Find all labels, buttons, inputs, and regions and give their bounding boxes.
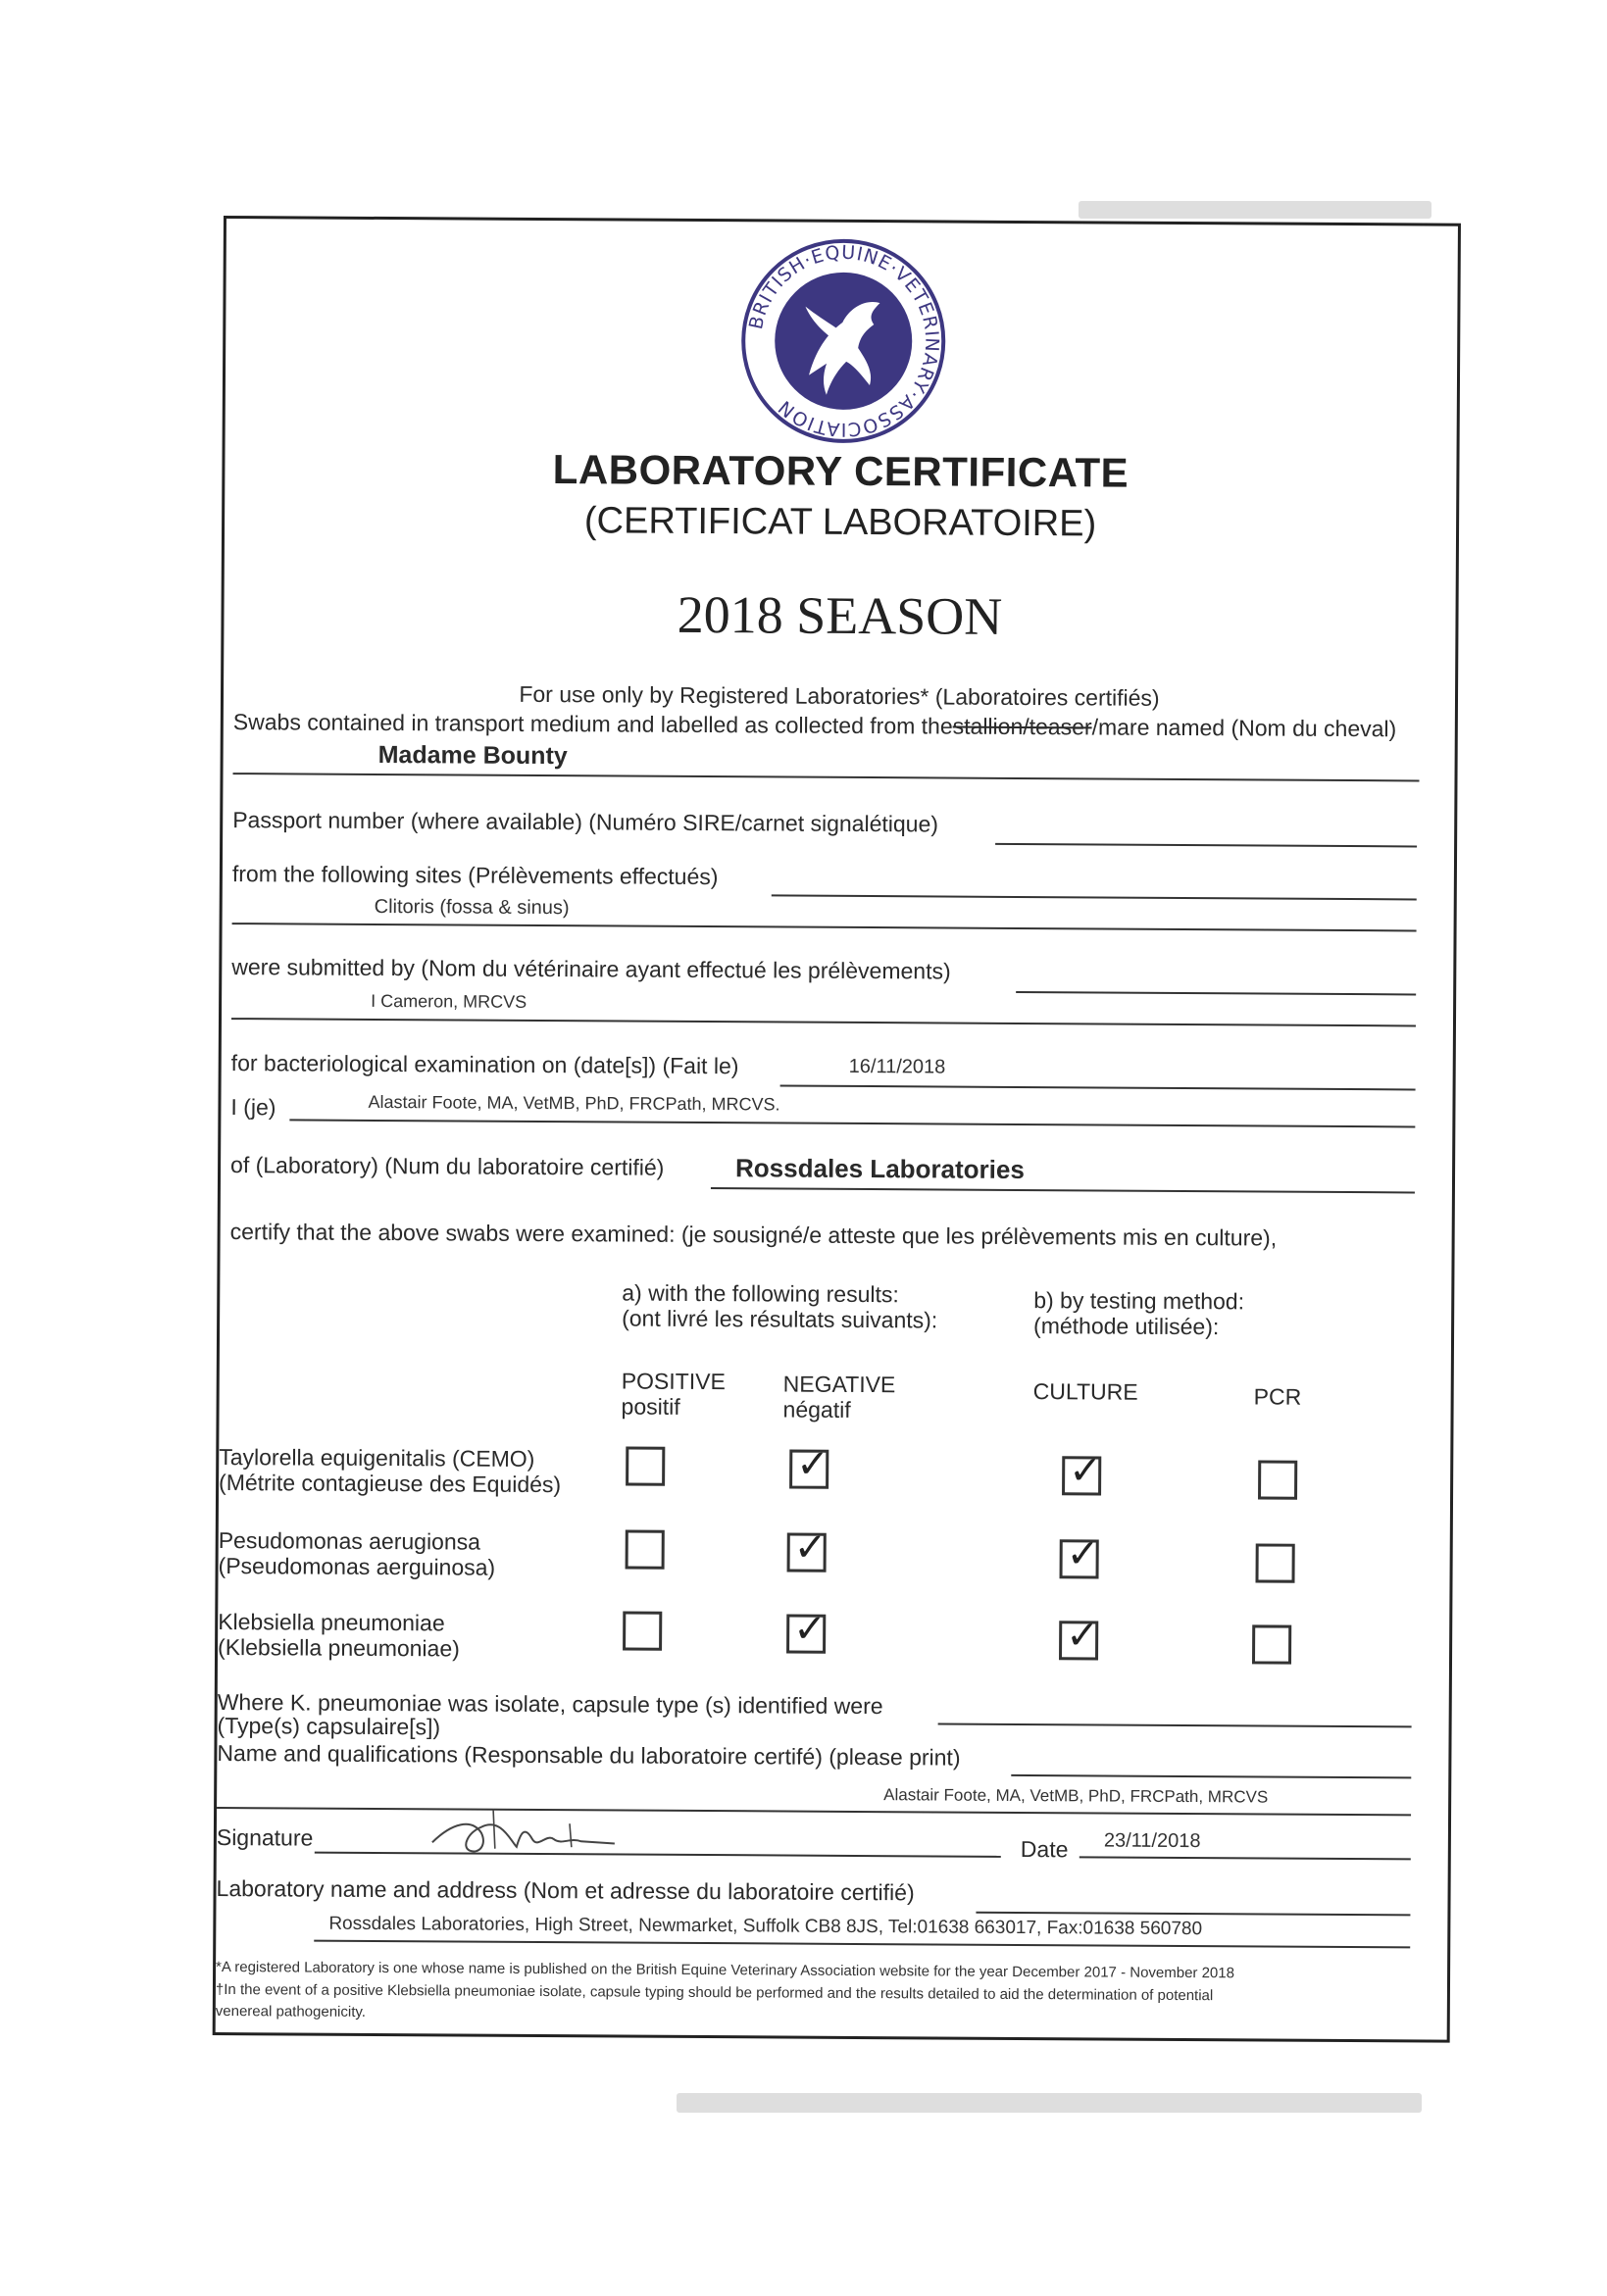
- certify-label: certify that the above swabs were examined: (je sousigné/e atteste que les prélèvements mis en culture),: [229, 1219, 1278, 1251]
- result-2-name-fr: (Klebsiella pneumoniae): [218, 1633, 460, 1662]
- i-je-line: [289, 1119, 1415, 1127]
- result-1-negative-checkbox[interactable]: [787, 1524, 828, 1572]
- result-2-positive-checkbox[interactable]: [623, 1612, 662, 1651]
- submitted-line-2: [231, 1018, 1416, 1026]
- result-0-culture-checkbox[interactable]: [1062, 1448, 1102, 1495]
- scan-noise-bottom: [677, 2093, 1422, 2113]
- result-1-positive-checkbox[interactable]: [626, 1530, 665, 1570]
- horse-name-value: Madame Bounty: [377, 740, 568, 771]
- beva-logo: [740, 237, 947, 444]
- result-1-name: Pesudomonas aerugionsa: [218, 1526, 481, 1555]
- horse-name-line: [233, 773, 1420, 781]
- i-je-value: Alastair Foote, MA, VetMB, PhD, FRCPath, MRCVS.: [368, 1091, 780, 1115]
- result-0-name-fr: (Métrite contagieuse des Equidés): [219, 1469, 562, 1498]
- result-1-name-fr: (Pseudomonas aerguinosa): [218, 1552, 496, 1580]
- swabs-label-struck: stallion/teaser: [952, 713, 1092, 740]
- submitted-value: I Cameron, MRCVS: [371, 990, 527, 1012]
- col-pcr: PCR: [1253, 1383, 1302, 1410]
- signature-line: [315, 1852, 1001, 1858]
- swabs-label-suffix: /mare named (Nom du cheval): [1091, 714, 1397, 742]
- results-a-line2: (ont livré les résultats suivants):: [622, 1305, 938, 1333]
- lab-address-line-2: [314, 1940, 1410, 1949]
- beva-logo-icon: [740, 237, 947, 444]
- certificate: [213, 216, 1461, 2043]
- check-icon: ✓: [1066, 1531, 1100, 1577]
- result-1-pcr-checkbox[interactable]: [1256, 1543, 1295, 1582]
- name-qual-label: Name and qualifications (Responsable du laboratoire certifé) (please print): [217, 1739, 961, 1771]
- result-2-pcr-checkbox[interactable]: [1252, 1624, 1291, 1664]
- col-negatif: négatif: [782, 1396, 851, 1423]
- capsule-label-fr: (Type(s) capsulaire[s]): [217, 1712, 441, 1740]
- col-positif: positif: [621, 1393, 680, 1420]
- result-2-culture-checkbox[interactable]: [1059, 1613, 1099, 1660]
- logo-ring-text: BRITISH·EQUINE·VETERINARY·ASSOCIATION: [745, 241, 943, 440]
- date-value: 23/11/2018: [1103, 1829, 1201, 1853]
- check-icon: ✓: [793, 1524, 828, 1571]
- lab-address-label: Laboratory name and address (Nom et adresse du laboratoire certifié): [216, 1874, 915, 1906]
- lab-address-value: Rossdales Laboratories, High Street, Newmarket, Suffolk CB8 8JS, Tel:01638 663017, Fax:01638 560780: [328, 1913, 1203, 1940]
- name-qual-value: Alastair Foote, MA, VetMB, PhD, FRCPath, MRCVS: [883, 1785, 1269, 1807]
- passport-label: Passport number (where available) (Numéro SIRE/carnet signalétique): [232, 807, 939, 837]
- name-qual-line-1: [1011, 1774, 1411, 1778]
- check-icon: ✓: [1066, 1613, 1099, 1659]
- sites-value: Clitoris (fossa & sinus): [374, 895, 570, 920]
- results-b-line1: b) by testing method:: [1033, 1287, 1245, 1315]
- sites-line-1: [772, 894, 1417, 900]
- signature-label: Signature: [216, 1823, 314, 1851]
- result-0-name: Taylorella equigenitalis (CEMO): [219, 1443, 535, 1472]
- examination-date-value: 16/11/2018: [848, 1055, 946, 1078]
- laboratory-label: of (Laboratory) (Num du laboratoire certifié): [230, 1152, 665, 1180]
- result-2-negative-checkbox[interactable]: [786, 1606, 827, 1654]
- col-positive: POSITIVE: [621, 1368, 726, 1395]
- passport-line: [995, 843, 1417, 848]
- lab-address-line-1: [976, 1912, 1410, 1917]
- capsule-label: Where K. pneumoniae was isolate, capsule type (s) identified were: [217, 1688, 883, 1720]
- result-0-positive-checkbox[interactable]: [626, 1447, 665, 1486]
- date-line: [1080, 1856, 1411, 1860]
- date-label: Date: [1020, 1835, 1069, 1863]
- name-qual-line-2: [217, 1807, 1411, 1816]
- col-culture: CULTURE: [1032, 1378, 1138, 1405]
- footnote-1: *A registered Laboratory is one whose name is published on the British Equine Veterinary Association website for the year December 2017 - November 2018: [216, 1958, 1235, 1982]
- certificate-title: LABORATORY CERTIFICATE: [552, 446, 1130, 496]
- results-a-line1: a) with the following results:: [622, 1279, 899, 1308]
- examination-label: for bacteriological examination on (date[s]) (Fait le): [230, 1050, 739, 1079]
- footnote-2: †In the event of a positive Klebsiella pneumoniae isolate, capsule typing should be performed and the results detailed to aid the determination of potential: [215, 1980, 1214, 2005]
- submitted-label: were submitted by (Nom du vétérinaire ayant effectué les prélèvements): [231, 954, 951, 984]
- footnote-3: venereal pathogenicity.: [215, 2002, 367, 2021]
- registered-note: For use only by Registered Laboratories* (Laboratoires certifiés): [519, 680, 1160, 711]
- scan-noise-top: [1079, 201, 1431, 219]
- laboratory-line: [711, 1187, 1415, 1193]
- sites-label: from the following sites (Prélèvements effectués): [231, 861, 719, 890]
- certificate-subtitle: (CERTIFICAT LABORATOIRE): [583, 500, 1097, 545]
- submitted-line-1: [1016, 991, 1416, 995]
- laboratory-value: Rossdales Laboratories: [734, 1153, 1025, 1185]
- examination-line: [780, 1084, 1416, 1090]
- season-heading: 2018 SEASON: [677, 584, 1003, 646]
- i-je-label: I (je): [230, 1094, 276, 1121]
- check-icon: ✓: [796, 1441, 829, 1487]
- result-0-negative-checkbox[interactable]: [789, 1441, 829, 1489]
- check-icon: ✓: [793, 1606, 827, 1652]
- col-negative: NEGATIVE: [782, 1371, 896, 1398]
- result-1-culture-checkbox[interactable]: [1060, 1531, 1100, 1578]
- result-2-name: Klebsiella pneumoniae: [218, 1608, 445, 1636]
- swabs-label-prefix: Swabs contained in transport medium and labelled as collected from the: [232, 709, 953, 739]
- sites-line-2: [232, 923, 1417, 931]
- check-icon: ✓: [1069, 1448, 1102, 1494]
- result-0-pcr-checkbox[interactable]: [1258, 1460, 1297, 1499]
- swabs-label: [233, 709, 1397, 742]
- results-b-line2: (méthode utilisée):: [1033, 1313, 1220, 1340]
- capsule-line: [938, 1722, 1412, 1727]
